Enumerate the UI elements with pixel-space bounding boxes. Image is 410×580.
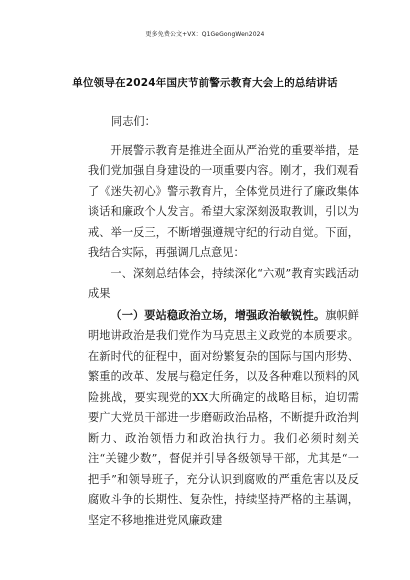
subsection-one-lead: （一）要站稳政治立场，增强政治敏锐性。 — [110, 307, 326, 322]
subsection-one — [88, 305, 359, 532]
document-body — [88, 112, 359, 531]
header-banner: 更多免费公文+VX：Q1GeGongWen2024 — [145, 31, 265, 38]
document-title: 单位领导在2024年国庆节前警示教育大会上的总结讲话 — [72, 77, 338, 89]
subsection-one-body: 旗帜鲜明地讲政治是我们党作为马克思主义政党的本质要求。在新时代的征程中，面对纷繁复杂的国际与国内形势、繁重的改革、发展与稳定任务，以及各种难以预料的风险挑战，要实现党的XX大所确定的战略目标，迫切需要广大党员干部进一步磨砺政治品格，不断提升政治判断力、政治领悟力和政治执行力。我们必须时刻关注“关键少数”，督促并引导各级领导干部，尤其是“一把手”和领导班子，充分认识到腐败的严重危害以及反腐败斗争的长期性、复杂性，持续坚持严格的主基调，坚定不移地推进党风廉政建 — [88, 308, 359, 527]
intro-paragraph: 开展警示教育是推进全面从严治党的重要举措，是我们党加强自身建设的一项重要内容。刚才，我们观看了《迷失初心》警示教育片，全体党员进行了廉政集体谈话和廉政个人发言。希望大家深刻汲取教训，引以为戒、举一反三，不断增强遵规守纪的行动自觉。下面，我结合实际，再强调几点意见： — [88, 143, 359, 259]
section-heading-one: 一、深刻总结体会，持续深化“六观”教育实践活动成果 — [88, 266, 359, 300]
salutation: 同志们： — [111, 115, 156, 128]
